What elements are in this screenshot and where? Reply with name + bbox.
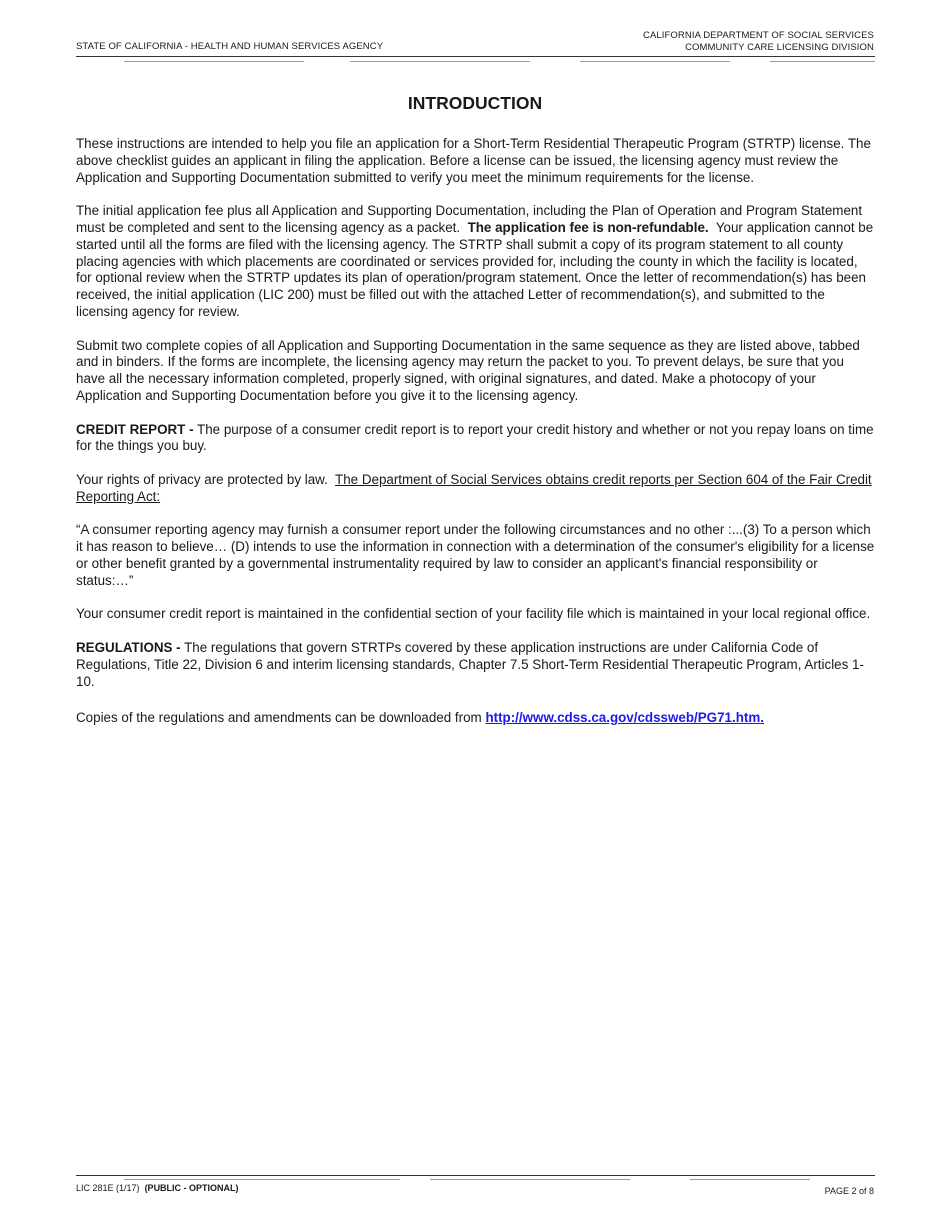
regulations-text: The regulations that govern STRTPs covered by these application instructions are under California Code of Regulations, Title 22, Division 6 and interim licensing standards, Chapter 7.5 Short-Term Residential Therapeutic Program, Articles 1-10. — [76, 639, 864, 689]
footer-dash — [690, 1179, 810, 1180]
header-dash — [580, 61, 730, 62]
form-status: (PUBLIC - OPTIONAL) — [144, 1183, 239, 1193]
document-body — [76, 136, 876, 744]
fee-text-a: The initial application fee plus all Application and Supporting Documentation, including the Plan of Operation and Program Statement must be completed and sent to the licensing agency as a packet. — [76, 203, 863, 235]
header-department — [643, 30, 874, 53]
form-number: LIC 281E (1/17) — [76, 1183, 140, 1193]
footer-form-id — [76, 1183, 239, 1193]
paragraph-copies: Submit two complete copies of all Application and Supporting Documentation in the same sequence as they are listed above, tabbed and in binders. If the forms are incomplete, the licensing agency may return the packet to you. To prevent delays, be sure that you have all the necessary information completed, properly signed, with original signatures, and dated. Make a photocopy of your Application and Supporting Documentation before you give it to the licensing agency. — [76, 337, 860, 403]
header-dash — [124, 61, 304, 62]
privacy-underlined: The Department of Social Services obtains credit reports per Section 604 of the Fair Credit Reporting Act: — [76, 471, 872, 504]
regulations-link[interactable]: http://www.cdss.ca.gov/cdssweb/PG71.htm. — [485, 710, 764, 726]
header-dept-line1: CALIFORNIA DEPARTMENT OF SOCIAL SERVICES — [643, 30, 874, 41]
download-text: Copies of the regulations and amendments can be downloaded from — [76, 710, 482, 726]
paragraph-fee — [76, 203, 876, 321]
header-rule — [76, 56, 875, 57]
footer-dash — [430, 1179, 630, 1180]
paragraph-privacy — [76, 472, 876, 506]
paragraph-credit — [76, 422, 876, 456]
page-title: INTRODUCTION — [407, 93, 543, 113]
header-dash — [350, 61, 530, 62]
paragraph-download — [76, 710, 876, 727]
paragraph-regulations — [76, 640, 876, 690]
paragraph-intro: These instructions are intended to help you file an application for a Short-Term Residential Therapeutic Program (STRTP) license. The above checklist guides an applicant in filing the application. Before a license can be issued, the licensing agency must review the Application and Supporting Documentation submitted to verify you meet the minimum requirements for the license. — [76, 136, 871, 185]
fee-nonrefundable: The application fee is non-refundable. — [467, 219, 709, 235]
header-dash — [770, 61, 875, 62]
paragraph-maintained: Your consumer credit report is maintained in the confidential section of your facility file which is maintained in your local regional office. — [76, 606, 871, 622]
paragraph-quote: “A consumer reporting agency may furnish a consumer report under the following circumstances and no other :...(3) To a person which it has reason to believe… (D) intends to use the information in connection with a determination of the consumer's eligibility for a license or other benefit granted by a governmental instrumentality required by law to consider an applicant's financial responsibility or status:…” — [76, 522, 875, 588]
footer-rule — [76, 1175, 875, 1176]
footer-dash — [124, 1179, 400, 1180]
credit-label: CREDIT REPORT - — [76, 421, 194, 437]
fee-text-b: Your application cannot be started until all the forms are filed with the licensing agency. The STRTP shall submit a copy of its program statement to all county placing agencies with which placements are coordinated or services provided for, including the county in which the facility is located, for optional review when the STRTP updates its plan of operation/program statement. Once the letter of recommendation(s) has been received, the initial application (LIC 200) must be filled out with the attached Letter of recommendation(s), and submitted to the licensing agency for review. — [76, 219, 874, 319]
header-dept-line2: COMMUNITY CARE LICENSING DIVISION — [685, 41, 874, 53]
header-agency: STATE OF CALIFORNIA - HEALTH AND HUMAN SERVICES AGENCY — [76, 41, 384, 52]
regulations-label: REGULATIONS - — [76, 639, 181, 655]
privacy-text: Your rights of privacy are protected by law. — [76, 471, 328, 487]
credit-text: The purpose of a consumer credit report is to report your credit history and whether or not you repay loans on time for the things you buy. — [76, 421, 874, 454]
page-number: PAGE 2 of 8 — [824, 1186, 874, 1196]
